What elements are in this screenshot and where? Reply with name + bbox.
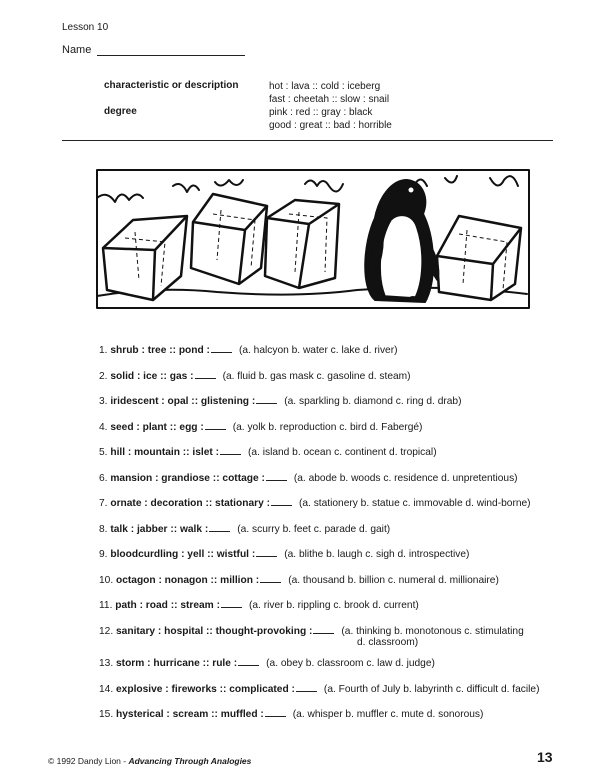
question-options: (a. Fourth of July b. labyrinth c. difficult d. facile) <box>323 684 540 695</box>
lesson-label: Lesson 10 <box>62 22 109 33</box>
answer-blank[interactable] <box>205 420 226 430</box>
question-item <box>99 656 435 669</box>
section-divider <box>62 140 553 141</box>
answer-blank[interactable] <box>211 343 232 353</box>
question-options: (a. obey b. classroom c. law d. judge) <box>266 658 435 669</box>
question-number: 10. <box>99 575 114 586</box>
answer-blank[interactable] <box>221 598 242 608</box>
page-number: 13 <box>537 749 553 765</box>
category-examples-degree <box>269 106 392 132</box>
penguin-ice-illustration <box>95 168 531 310</box>
question-term: ornate : decoration :: stationary : <box>110 498 270 509</box>
question-item <box>99 445 437 458</box>
question-options: (a. fluid b. gas mask c. gasoline d. steam) <box>222 371 411 382</box>
question-item <box>99 394 462 407</box>
question-options: (a. thinking b. monotonous c. stimulating <box>341 626 524 637</box>
answer-blank[interactable] <box>313 624 334 634</box>
question-term: hill : mountain :: islet : <box>110 447 220 458</box>
penguin-icon <box>365 180 438 302</box>
question-number: 8. <box>99 524 108 535</box>
example-line: pink : red :: gray : black <box>269 107 373 118</box>
question-item <box>99 598 419 611</box>
answer-blank[interactable] <box>209 522 230 532</box>
question-options: (a. yolk b. reproduction c. bird d. Fabergé) <box>232 422 423 433</box>
question-item <box>99 573 499 586</box>
question-item <box>99 707 483 720</box>
answer-blank[interactable] <box>195 369 216 379</box>
question-term: iridescent : opal :: glistening : <box>110 396 256 407</box>
category-label-characteristic: characteristic or description <box>104 80 239 91</box>
question-options: (a. scurry b. feet c. parade d. gait) <box>237 524 391 535</box>
answer-blank[interactable] <box>271 496 292 506</box>
question-number: 5. <box>99 447 108 458</box>
copyright-text: © 1992 Dandy Lion - <box>48 756 129 766</box>
question-item <box>99 522 390 535</box>
question-item <box>99 682 539 695</box>
question-options: (a. island b. ocean c. continent d. tropical) <box>248 447 437 458</box>
question-term: talk : jabber :: walk : <box>110 524 209 535</box>
question-item <box>99 547 469 560</box>
answer-blank[interactable] <box>266 471 287 481</box>
question-item <box>99 496 531 509</box>
example-line: fast : cheetah :: slow : snail <box>269 94 390 105</box>
answer-blank[interactable] <box>220 445 241 455</box>
answer-blank[interactable] <box>265 707 286 717</box>
icicle-edge <box>97 176 518 202</box>
question-options: (a. halcyon b. water c. lake d. river) <box>238 345 398 356</box>
answer-blank[interactable] <box>260 573 281 583</box>
footer-copyright <box>48 756 251 766</box>
question-number: 1. <box>99 345 108 356</box>
question-options: (a. whisper b. muffler c. mute d. sonorous) <box>292 709 484 720</box>
question-term: solid : ice :: gas : <box>110 371 194 382</box>
question-number: 15. <box>99 709 114 720</box>
question-term: hysterical : scream :: muffled : <box>116 709 264 720</box>
question-item <box>99 369 411 382</box>
question-options: (a. blithe b. laugh c. sigh d. introspective) <box>284 549 470 560</box>
question-term: path : road :: stream : <box>115 600 220 611</box>
question-item <box>99 420 422 433</box>
question-options: (a. sparkling b. diamond c. ring d. drab) <box>284 396 462 407</box>
question-number: 9. <box>99 549 108 560</box>
question-options: (a. thousand b. billion c. numeral d. millionaire) <box>288 575 499 586</box>
question-options: (a. river b. rippling c. brook d. current) <box>248 600 419 611</box>
example-line: hot : lava :: cold : iceberg <box>269 81 381 92</box>
question-term: storm : hurricane :: rule : <box>116 658 238 669</box>
ice-cube <box>191 194 267 284</box>
question-term: mansion : grandiose :: cottage : <box>110 473 265 484</box>
question-term: seed : plant :: egg : <box>110 422 204 433</box>
name-blank-line[interactable] <box>97 43 245 56</box>
question-number: 3. <box>99 396 108 407</box>
question-options: (a. stationery b. statue c. immovable d. wind-borne) <box>298 498 531 509</box>
example-line: good : great :: bad : horrible <box>269 120 392 131</box>
question-item <box>99 624 524 637</box>
answer-blank[interactable] <box>256 547 277 557</box>
name-field <box>62 43 245 56</box>
question-item <box>99 471 518 484</box>
question-term: sanitary : hospital :: thought-provoking : <box>116 626 313 637</box>
question-options: (a. abode b. woods c. residence d. unpretentious) <box>293 473 518 484</box>
book-title: Advancing Through Analogies <box>128 756 252 766</box>
question-number: 6. <box>99 473 108 484</box>
question-term: explosive : fireworks :: complicated : <box>116 684 295 695</box>
question-term: shrub : tree :: pond : <box>110 345 210 356</box>
answer-blank[interactable] <box>238 656 259 666</box>
category-examples-characteristic <box>269 80 389 106</box>
question-number: 14. <box>99 684 114 695</box>
question-term: bloodcurdling : yell :: wistful : <box>110 549 256 560</box>
question-number: 4. <box>99 422 108 433</box>
question-number: 7. <box>99 498 108 509</box>
question-number: 13. <box>99 658 114 669</box>
question-options-continued: d. classroom) <box>357 637 419 648</box>
name-label: Name <box>62 44 92 56</box>
question-item <box>99 343 398 356</box>
question-number: 12. <box>99 626 114 637</box>
answer-blank[interactable] <box>296 682 317 692</box>
category-label-degree: degree <box>104 106 137 117</box>
question-number: 11. <box>99 600 113 611</box>
question-term: octagon : nonagon :: million : <box>116 575 260 586</box>
question-number: 2. <box>99 371 108 382</box>
answer-blank[interactable] <box>256 394 277 404</box>
